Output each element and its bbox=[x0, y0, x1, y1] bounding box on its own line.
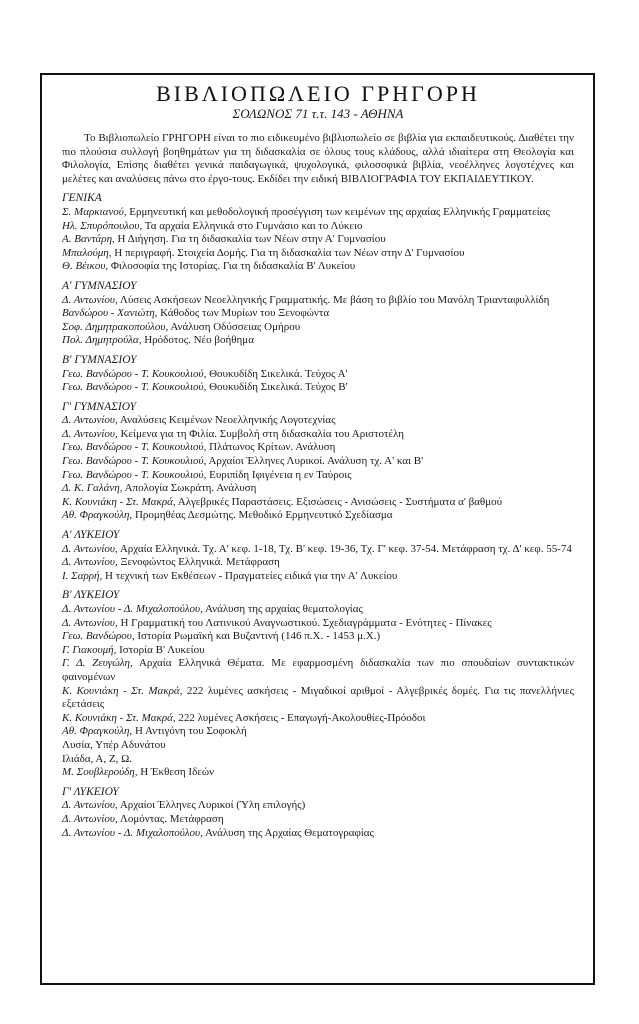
catalog-section bbox=[62, 280, 574, 348]
book-entry bbox=[62, 307, 574, 321]
book-entry bbox=[62, 712, 574, 726]
book-author: Γεω. Βανδώρου - Τ. Κουκουλιού, bbox=[62, 468, 207, 481]
book-author: Μ. Σουβλερούδη, bbox=[62, 766, 138, 779]
book-title: Θουκυδίδη Σικελικά. Τεύχος Α' bbox=[206, 367, 348, 380]
book-title: Η τεχνική των Εκθέσεων - Πραγματείες ειδικά για την Α' Λυκείου bbox=[102, 569, 398, 582]
book-entry bbox=[62, 233, 574, 247]
book-title: Αρχαία Ελληνικά Θέματα. Με εφαρμοσμένη διδασκαλία των πιο σπουδαίων συντακτικών φαινομένων bbox=[62, 657, 574, 683]
book-entry bbox=[62, 381, 574, 395]
book-entry bbox=[62, 509, 574, 523]
book-entry bbox=[62, 570, 574, 584]
book-title: Η Διήγηση. Για τη διδασκαλία των Νέων στην Α' Γυμνασίου bbox=[114, 233, 386, 246]
book-entry bbox=[62, 739, 574, 753]
book-entry bbox=[62, 294, 574, 308]
book-author: Ηλ. Σπυρόπουλου, bbox=[62, 219, 143, 232]
book-entry bbox=[62, 260, 574, 274]
book-entry bbox=[62, 441, 574, 455]
book-author: Αθ. Φραγκούλη, bbox=[62, 725, 133, 738]
book-entry bbox=[62, 644, 574, 658]
book-title: Αρχαίοι Έλληνες Λυρικοί (Ύλη επιλογής) bbox=[117, 799, 306, 812]
book-entry bbox=[62, 496, 574, 510]
book-author: Γ. Δ. Ζευγώλη, bbox=[62, 657, 133, 670]
book-title: Αλγεβρικές Παραστάσεις. Εξισώσεις - Ανισώσεις - Συστήματα α' βαθμού bbox=[175, 495, 503, 508]
book-title: Λομόντας. Μετάφραση bbox=[117, 812, 224, 825]
book-entry bbox=[62, 455, 574, 469]
book-title: Αρχαία Ελληνικά. Τχ. Α' κεφ. 1-18, Τχ. Β' κεφ. 19-36, Τχ. Γ' κεφ. 37-54. Μετάφραση τχ. Δ' κεφ. 55-74 bbox=[117, 542, 572, 555]
book-title: Η περιγραφή. Στοιχεία Δομής. Για τη διδασκαλία των Νέων στην Δ' Γυμνασίου bbox=[111, 246, 465, 259]
book-author: Δ. Αντωνίου, bbox=[62, 542, 118, 555]
book-entry bbox=[62, 321, 574, 335]
book-author: Γεω. Βανδώρου - Τ. Κουκουλιού, bbox=[62, 381, 207, 394]
book-entry bbox=[62, 543, 574, 557]
book-title: Φιλοσοφία της Ιστορίας. Για τη διδασκαλία Β' Λυκείου bbox=[108, 260, 356, 273]
book-title: Ανάλυση της Αρχαίας Θεματογραφίας bbox=[202, 826, 374, 839]
book-author: Μπαλούμη, bbox=[62, 246, 112, 259]
book-author: Γ. Γιακουμή, bbox=[62, 643, 117, 656]
book-entry bbox=[62, 813, 574, 827]
book-author: Α. Βαντάρη, bbox=[62, 233, 115, 246]
book-title: 222 λυμένες Ασκήσεις - Επαγωγή-Ακολουθίες-Πρόοδοι bbox=[175, 711, 426, 724]
book-entry bbox=[62, 368, 574, 382]
book-entry bbox=[62, 247, 574, 261]
book-entry bbox=[62, 685, 574, 712]
book-author: Γεω. Βανδώρου, bbox=[62, 630, 135, 643]
book-author: Ι. Σαρρή, bbox=[62, 569, 103, 582]
section-heading: Γ' ΓΥΜΝΑΣΙΟΥ bbox=[62, 400, 136, 413]
book-author: Κ. Κουνιάκη - Στ. Μακρά, bbox=[62, 495, 176, 508]
catalog-section bbox=[62, 589, 574, 779]
book-title: Κείμενα για τη Φιλία. Συμβολή στη διδασκαλία του Αριστοτέλη bbox=[117, 427, 405, 440]
section-heading: ΓΕΝΙΚΑ bbox=[62, 192, 102, 205]
section-heading: Β' ΛΥΚΕΙΟΥ bbox=[62, 589, 120, 602]
catalog-section bbox=[62, 354, 574, 395]
book-author: Δ. Αντωνίου, bbox=[62, 556, 118, 569]
book-title: Ερμηνευτική και μεθοδολογική προσέγγιση των κειμένων της αρχαίας Ελληνικής Γραμματείας bbox=[126, 205, 550, 218]
book-author: Δ. Αντωνίου - Δ. Μιχαλοπούλου, bbox=[62, 826, 203, 839]
book-title: Απολογία Σωκράτη. Ανάλυση bbox=[122, 482, 257, 495]
book-author: Δ. Αντωνίου, bbox=[62, 414, 118, 427]
book-title: Η Αντιγόνη του Σοφοκλή bbox=[132, 725, 247, 738]
book-entry bbox=[62, 482, 574, 496]
book-title: Λυσία, Υπέρ Αδυνάτου bbox=[62, 738, 166, 751]
book-author: Γεω. Βανδώρου - Τ. Κουκουλιού, bbox=[62, 455, 207, 468]
book-title: Λύσεις Ασκήσεων Νεοελληνικής Γραμματικής. Με βάση το βιβλίο του Μανόλη Τριανταφυλλίδη bbox=[117, 293, 550, 306]
section-heading: Α' ΛΥΚΕΙΟΥ bbox=[62, 529, 120, 542]
intro-paragraph: Το Βιβλιοπωλείο ΓΡΗΓΟΡΗ είναι το πιο ειδικευμένο βιβλιοπωλείο σε βιβλία για εκπαιδευτικούς. Διαθέτει την πιο πλούσια συλλογή βοηθημάτων για τη διδασκαλία σε όλους τους κλάδους, αλλά ιδιαίτερα στη Θεολογία και Φιλολογία, Επίσης διαθέτει γενικά παιδαγωγικά, ψυχολογικά, φιλοσοφικά βιβλία, νεοέλληνες λογοτέχνες και μελέτες και αναλύσεις πάνω στο έργο-τους. Εκδίδει την ειδική ΒΙΒΛΙΟΓΡΑΦΙΑ ΤΟΥ ΕΚΠΑΙΔΕΥΤΙΚΟΥ. bbox=[62, 132, 574, 185]
book-author: Δ. Αντωνίου, bbox=[62, 427, 118, 440]
book-title: Ξενοφώντος Ελληνικά. Μετάφραση bbox=[117, 556, 280, 569]
book-author: Κ. Κουνιάκη - Στ. Μακρά, bbox=[62, 684, 183, 697]
book-title: Ανάλυση της αρχαίας θεματολογίας bbox=[202, 603, 363, 615]
book-author: Σοφ. Δημητρακοπούλου, bbox=[62, 320, 169, 333]
book-entry bbox=[62, 766, 574, 780]
book-entry bbox=[62, 753, 574, 767]
book-title: Θουκυδίδη Σικελικά. Τεύχος Β' bbox=[206, 381, 348, 394]
book-author: Βανδώρου - Χανιώτη, bbox=[62, 307, 158, 320]
book-entry bbox=[62, 206, 574, 220]
book-title: Ευριπίδη Ιφιγένεια η εν Ταύροις bbox=[206, 468, 352, 481]
book-title: Πλάτωνος Κρίτων. Ανάλυση bbox=[206, 441, 336, 454]
book-title: Αναλύσεις Κειμένων Νεοελληνικής Λογοτεχνίας bbox=[117, 414, 336, 427]
advertisement bbox=[62, 78, 574, 840]
book-title: Τα αρχαία Ελληνικά στο Γυμνάσιο και το Λύκειο bbox=[142, 219, 363, 232]
book-author: Σ. Μαρκιανού, bbox=[62, 205, 127, 218]
book-author: Γεω. Βανδώρου - Τ. Κουκουλιού, bbox=[62, 367, 207, 380]
book-author: Θ. Βέικου, bbox=[62, 260, 109, 273]
book-entry bbox=[62, 617, 574, 631]
book-title: Ιστορία Β' Λυκείου bbox=[116, 643, 205, 656]
book-entry bbox=[62, 799, 574, 813]
catalog-section bbox=[62, 401, 574, 523]
catalog-section bbox=[62, 192, 574, 274]
book-author: Γεω. Βανδώρου - Τ. Κουκουλιού, bbox=[62, 441, 207, 454]
book-title: Ηρόδοτος. Νέο βοήθημα bbox=[141, 334, 254, 347]
section-heading: Β' ΓΥΜΝΑΣΙΟΥ bbox=[62, 353, 137, 366]
book-entry bbox=[62, 725, 574, 739]
book-title: 222 λυμένες ασκήσεις - Μιγαδικοί αριθμοί - Αλγεβρικές δομές. Για τις πανελλήνιες εξετάσεις bbox=[62, 684, 574, 711]
book-author: Δ. Αντωνίου, bbox=[62, 293, 118, 306]
book-title: Ιλιάδα, Α, Ζ, Ω. bbox=[62, 752, 133, 765]
section-heading: Γ' ΛΥΚΕΙΟΥ bbox=[62, 785, 119, 798]
book-author: Δ. Αντωνίου, bbox=[62, 812, 118, 825]
page-title: ΒΙΒΛΙΟΠΩΛΕΙΟ ΓΡΗΓΟΡΗ bbox=[156, 81, 480, 106]
book-title: Ανάλυση Οδύσσειας Ομήρου bbox=[168, 320, 301, 333]
book-author: Δ. Κ. Γαλάνη, bbox=[62, 482, 123, 495]
catalog-section bbox=[62, 529, 574, 583]
book-entry bbox=[62, 334, 574, 348]
catalog-sections bbox=[62, 192, 574, 840]
book-author: Κ. Κουνιάκη - Στ. Μακρά, bbox=[62, 711, 176, 724]
book-entry bbox=[62, 220, 574, 234]
book-entry bbox=[62, 469, 574, 483]
book-entry bbox=[62, 603, 574, 617]
book-title: Η Γραμματική του Λατινικού Αναγνωστικού. Σχεδιαγράμματα - Ενότητες - Πίνακες bbox=[117, 616, 492, 629]
book-title: Προμηθέας Δεσμώτης. Μεθοδικό Ερμηνευτικό Σχεδίασμα bbox=[132, 509, 393, 522]
book-entry bbox=[62, 657, 574, 684]
book-entry bbox=[62, 827, 574, 841]
book-title: Αρχαίοι Έλληνες Λυρικοί. Ανάλυση τχ. Α' και Β' bbox=[206, 455, 424, 468]
section-heading: Α' ΓΥΜΝΑΣΙΟΥ bbox=[62, 279, 137, 292]
book-author: Δ. Αντωνίου, bbox=[62, 616, 118, 629]
book-entry bbox=[62, 428, 574, 442]
address: ΣΟΛΩΝΟΣ 71 τ.τ. 143 - ΑΘΗΝΑ bbox=[232, 106, 404, 121]
book-title: Ιστορία Ρωμαϊκή και Βυζαντινή (146 π.Χ. - 1453 μ.Χ.) bbox=[134, 630, 381, 643]
book-entry bbox=[62, 630, 574, 644]
book-entry bbox=[62, 414, 574, 428]
book-entry bbox=[62, 556, 574, 570]
book-author: Πολ. Δημητρούλα, bbox=[62, 334, 142, 347]
book-title: Κάθοδος των Μυρίων του Ξενοφώντα bbox=[157, 307, 330, 320]
book-title: Η Έκθεση Ιδεών bbox=[137, 766, 215, 779]
book-author: Δ. Αντωνίου, bbox=[62, 799, 118, 812]
book-author: Δ. Αντωνίου - Δ. Μιχαλοπούλου, bbox=[62, 603, 203, 615]
book-author: Αθ. Φραγκούλη, bbox=[62, 509, 133, 522]
catalog-section bbox=[62, 786, 574, 840]
